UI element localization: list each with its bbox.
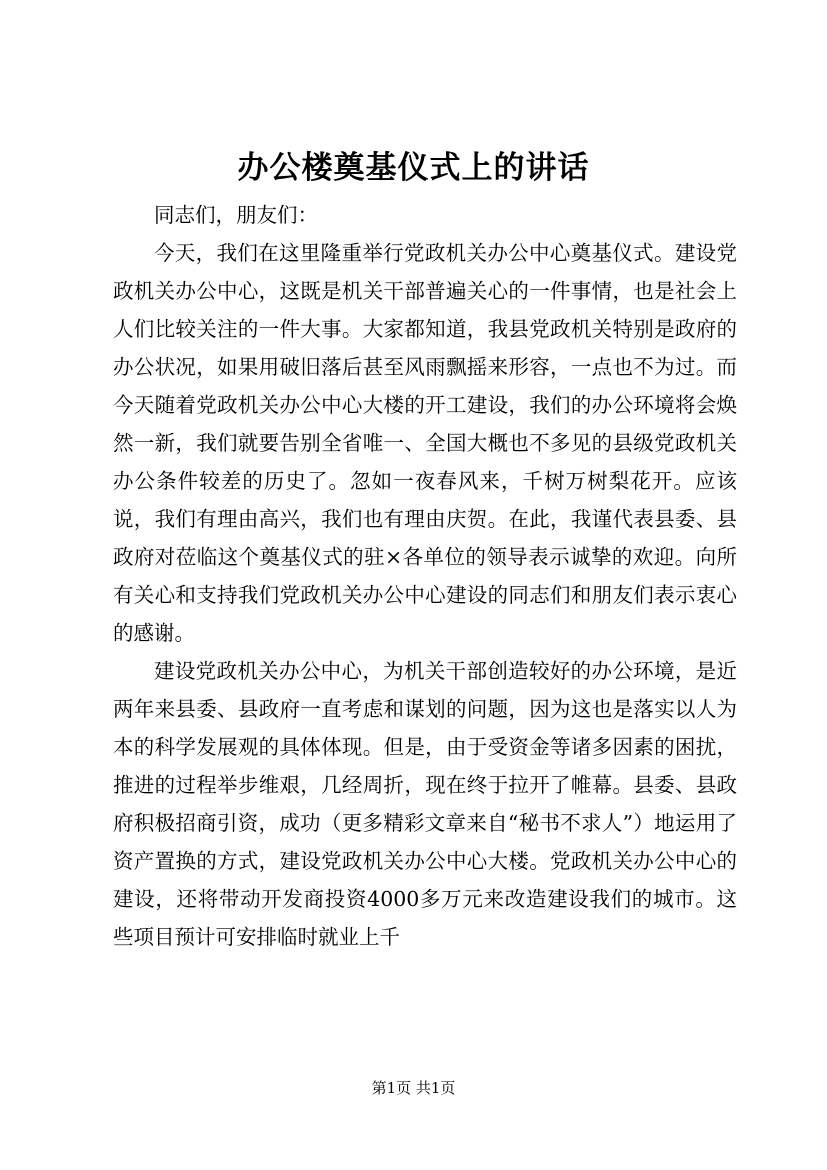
paragraph-1: 今天，我们在这里隆重举行党政机关办公中心奠基仪式。建设党政机关办公中心，这既是机关干部普遍关心的一件事情，也是社会上人们比较关注的一件大事。大家都知道，我县党政机关特别是政府的办公状况，如果用破旧落后甚至风雨飘摇来形容，一点也不为过。而今天随着党政机关办公中心大楼的开工建设，我们的办公环境将会焕然一新，我们就要告别全省唯一、全国大概也不多见的县级党政机关办公条件较差的历史了。忽如一夜春风来，千树万树梨花开。应该说，我们有理由高兴，我们也有理由庆贺。在此，我谨代表县委、县政府对莅临这个奠基仪式的驻×各单位的领导表示诚挚的欢迎。向所有关心和支持我们党政机关办公中心建设的同志们和朋友们表示衷心的感谢。 <box>113 241 737 645</box>
page-footer: 第1页 共1页 <box>371 1079 456 1097</box>
salutation: 同志们，朋友们： <box>154 203 318 227</box>
page-title: 办公楼奠基仪式上的讲话 <box>237 150 590 186</box>
document-body <box>113 196 737 956</box>
paragraph-2: 建设党政机关办公中心，为机关干部创造较好的办公环境，是近两年来县委、县政府一直考虑和谋划的问题，因为这也是落实以人为本的科学发展观的具体体现。但是，由于受资金等诸多因素的困扰，推进的过程举步维艰，几经周折，现在终于拉开了帷幕。县委、县政府积极招商引资，成功（更多精彩文章来自“秘书不求人”）地运用了资产置换的方式，建设党政机关办公中心大楼。党政机关办公中心的建设，还将带动开发商投资4000多万元来改造建设我们的城市。这些项目预计可安排临时就业上千 <box>113 659 737 949</box>
